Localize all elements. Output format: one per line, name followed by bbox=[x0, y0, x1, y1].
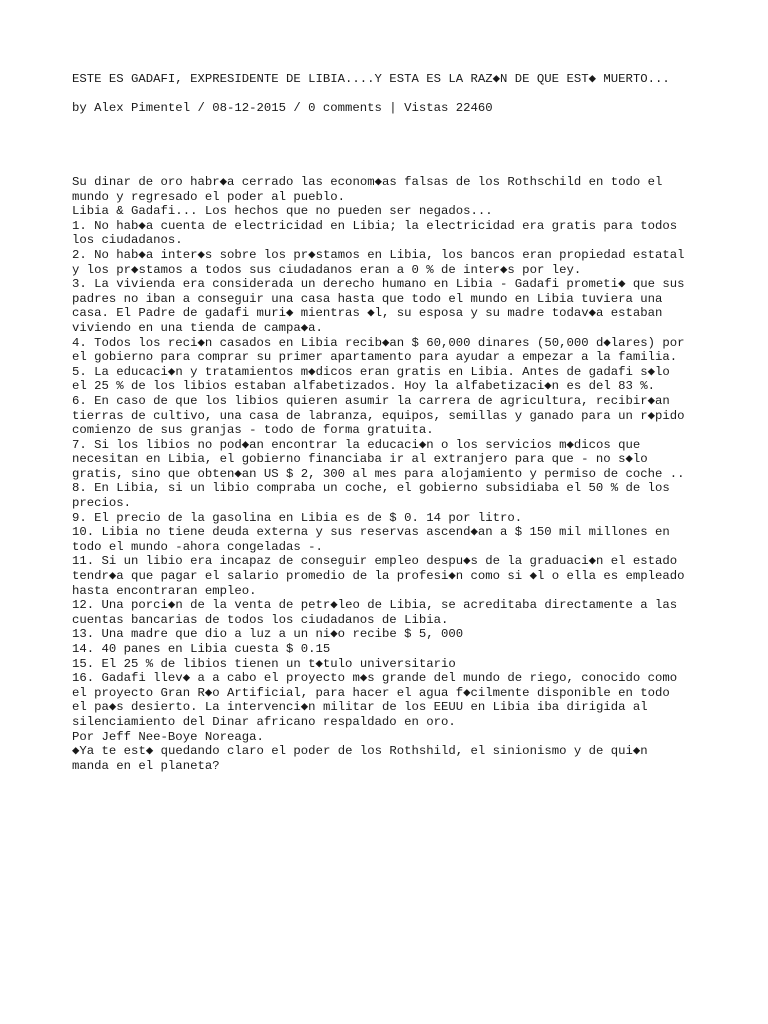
body-line: el proyecto Gran R◆o Artificial, para hacer el agua f◆cilmente disponible en todo bbox=[72, 685, 670, 700]
body-line: Su dinar de oro habr◆a cerrado las econom◆as falsas de los Rothschild en todo el bbox=[72, 175, 663, 189]
body-line: padres no iban a conseguir una casa hasta que todo el mundo en Libia tuviera una bbox=[72, 291, 663, 306]
body-line: ◆Ya te est◆ quedando claro el poder de los Rothshild, el sinionismo y de qui◆n bbox=[72, 744, 648, 759]
body-line: 11. Si un libio era incapaz de conseguir empleo despu◆s de la graduaci◆n el estado bbox=[72, 554, 678, 569]
body-line: tendr◆a que pagar el salario promedio de la profesi◆n como si ◆l o ella es empleado bbox=[72, 569, 685, 584]
body-line: el 25 % de los libios estaban alfabetizados. Hoy la alfabetizaci◆n es del 83 %. bbox=[72, 379, 655, 394]
document-byline: by Alex Pimentel / 08-12-2015 / 0 comments | Vistas 22460 bbox=[72, 101, 493, 115]
body-line: 13. Una madre que dio a luz a un ni◆o recibe $ 5, 000 bbox=[72, 627, 464, 642]
body-line: 2. No hab◆a inter◆s sobre los pr◆stamos en Libia, los bancos eran propiedad estatal bbox=[72, 247, 685, 262]
body-line: Libia & Gadafi... Los hechos que no pueden ser negados... bbox=[72, 204, 493, 219]
body-line: mundo y regresado el poder al pueblo. bbox=[72, 189, 346, 204]
body-line: casa. El Padre de gadafi muri◆ mientras ◆l, su esposa y su madre todav◆a estaban bbox=[72, 306, 663, 321]
body-line: 16. Gadafi llev◆ a a cabo el proyecto m◆s grande del mundo de riego, conocido como bbox=[72, 671, 678, 686]
body-line: 7. Si los libios no pod◆an encontrar la educaci◆n o los servicios m◆dicos que bbox=[72, 437, 641, 452]
body-line: gratis, sino que obten◆an US $ 2, 300 al mes para alojamiento y permiso de coche .. bbox=[72, 466, 685, 481]
body-line: 6. En caso de que los libios quieren asumir la carrera de agricultura, recibir◆an bbox=[72, 393, 670, 408]
body-line: 14. 40 panes en Libia cuesta $ 0.15 bbox=[72, 642, 331, 656]
body-line: necesitan en Libia, el gobierno financiaba ir al extranjero para que - no s◆lo bbox=[72, 452, 648, 467]
body-line: 15. El 25 % de libios tienen un t◆tulo universitario bbox=[72, 656, 456, 671]
body-line: Por Jeff Nee-Boye Noreaga. bbox=[72, 729, 264, 744]
body-line: y los pr◆stamos a todos sus ciudadanos eran a 0 % de inter◆s por ley. bbox=[72, 262, 582, 277]
document-title: ESTE ES GADAFI, EXPRESIDENTE DE LIBIA....Y ESTA ES LA RAZ◆N DE QUE EST◆ MUERTO... bbox=[72, 72, 670, 86]
body-line: 1. No hab◆a cuenta de electricidad en Libia; la electricidad era gratis para todos bbox=[72, 218, 678, 233]
body-line: viviendo en una tienda de campa◆a. bbox=[72, 320, 323, 335]
body-line: 5. La educaci◆n y tratamientos m◆dicos eran gratis en Libia. Antes de gadafi s◆lo bbox=[72, 364, 670, 379]
body-line: hasta encontraran empleo. bbox=[72, 583, 257, 598]
body-line: el pa◆s desierto. La intervenci◆n militar de los EEUU en Libia iba dirigida al bbox=[72, 700, 648, 715]
body-line: tierras de cultivo, una casa de labranza, equipos, semillas y ganado para un r◆pido bbox=[72, 408, 685, 423]
body-line: 9. El precio de la gasolina en Libia es de $ 0. 14 por litro. bbox=[72, 510, 523, 525]
body-line: comienzo de sus granjas - todo de forma gratuita. bbox=[72, 423, 434, 438]
body-line: manda en el planeta? bbox=[72, 758, 220, 773]
body-line: 10. Libia no tiene deuda externa y sus reservas ascend◆an a $ 150 mil millones en bbox=[72, 525, 670, 540]
body-line: el gobierno para comprar su primer apartamento para ayudar a empezar a la familia. bbox=[72, 350, 678, 365]
body-line: los ciudadanos. bbox=[72, 233, 183, 248]
body-line: precios. bbox=[72, 496, 132, 511]
body-line: 4. Todos los reci◆n casados en Libia recib◆an $ 60,000 dinares (50,000 d◆lares) por bbox=[72, 335, 685, 350]
body-line: 12. Una porci◆n de la venta de petr◆leo de Libia, se acreditaba directamente a las bbox=[72, 598, 678, 613]
body-line: todo el mundo -ahora congeladas -. bbox=[72, 539, 323, 554]
body-line: 8. En Libia, si un libio compraba un coche, el gobierno subsidiaba el 50 % de los bbox=[72, 481, 670, 496]
body-line: silenciamiento del Dinar africano respaldado en oro. bbox=[72, 714, 456, 729]
body-line: 3. La vivienda era considerada un derecho humano en Libia - Gadafi prometi◆ que sus bbox=[72, 277, 685, 292]
document-body bbox=[72, 175, 685, 773]
body-line: cuentas bancarias de todos los ciudadanos de Libia. bbox=[72, 612, 449, 627]
